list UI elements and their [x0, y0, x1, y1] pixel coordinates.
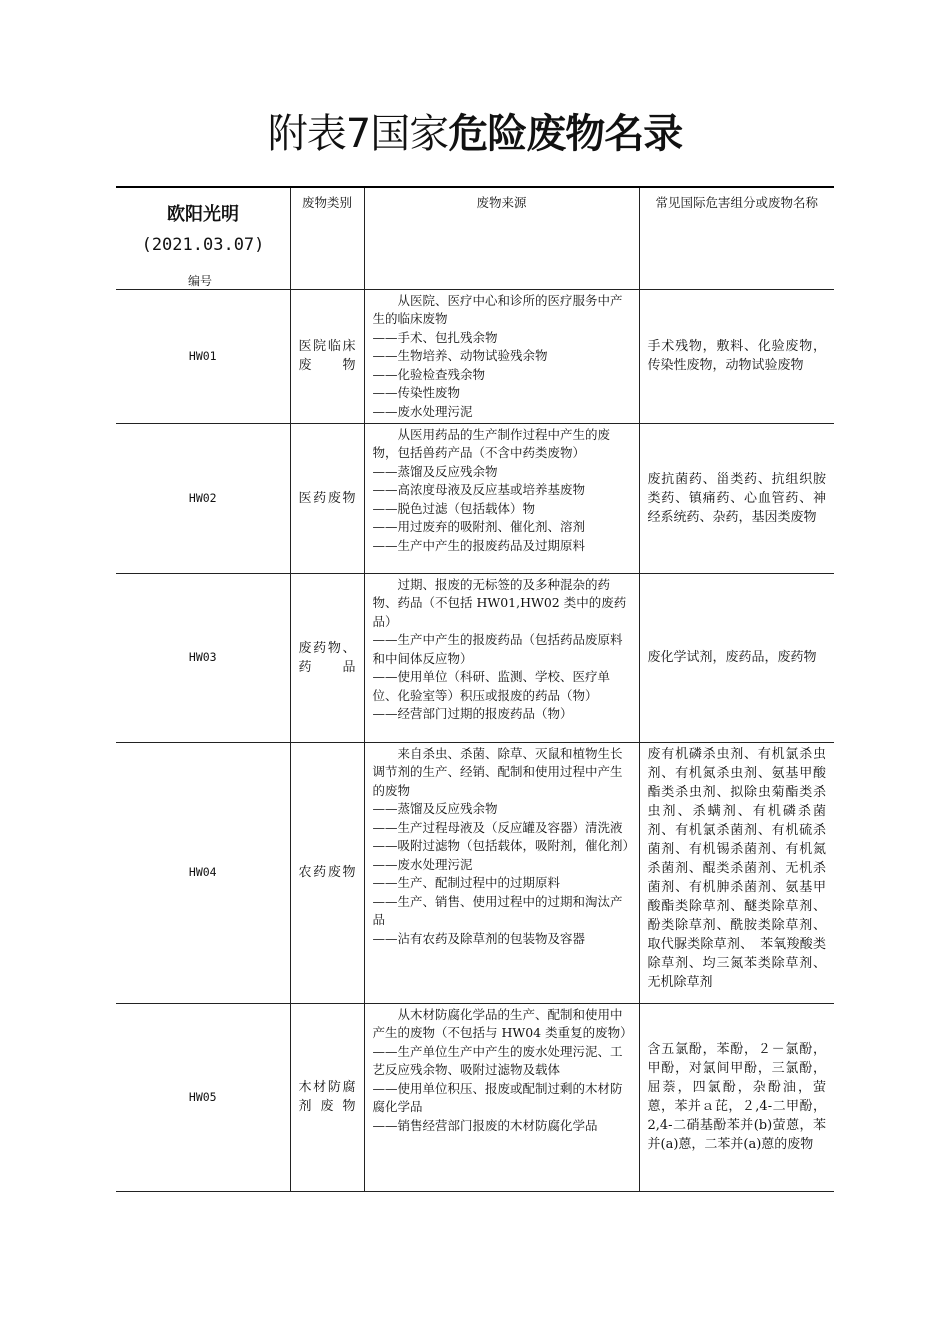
waste-category: 废药物、药品	[290, 573, 364, 742]
title-part-2: 危险废物名录	[448, 111, 683, 157]
waste-source	[364, 573, 639, 742]
source-line: 从木材防腐化学品的生产、配制和使用中产生的废物（不包括与 HW04 类重复的废物）	[372, 1006, 633, 1040]
waste-names: 含五氯酚，苯酚，２－氯酚，甲酚，对氯间甲酚，三氯酚，屈萘，四氯酚，杂酚油，萤蒽，苯并ａ芘，２,4-二甲酚，2,4-二硝基酚苯并(b)萤蒽，苯并(a)蒽，二苯并(a)蒽的废物	[639, 1003, 834, 1191]
waste-source	[364, 423, 639, 573]
title-part-1: 附表7国家	[267, 111, 449, 157]
waste-category: 医院临床废物	[290, 289, 364, 423]
source-line: ——蒸馏及反应残余物	[372, 801, 498, 816]
source-line: ——使用单位（科研、监测、学校、医疗单位、化验室等）积压或报废的药品（物）	[372, 669, 611, 703]
source-line: ——生物培养、动物试验残余物	[372, 348, 548, 363]
table-row	[116, 423, 834, 573]
source-line: ——废水处理污泥	[372, 403, 473, 419]
waste-source	[364, 289, 639, 423]
page-title	[0, 108, 950, 160]
waste-names: 废抗菌药、甾类药、抗组织胺类药、镇痛药、心血管药、神经系统药、杂药，基因类废物	[639, 423, 834, 573]
source-line: ——生产、销售、使用过程中的过期和淘汰产品	[372, 893, 623, 927]
waste-code: HW04	[116, 742, 290, 1003]
header-names: 常见国际危害组分或废物名称	[639, 187, 834, 289]
source-line: ——吸附过滤物（包括载体，吸附剂，催化剂）	[372, 838, 636, 853]
author-name: 欧阳光明	[167, 204, 239, 225]
source-line: 来自杀虫、杀菌、除草、灭鼠和植物生长调节剂的生产、经销、配制和使用过程中产生的废物	[372, 745, 623, 798]
table-row	[116, 1003, 834, 1191]
source-line: ——销售经营部门报废的木材防腐化学品	[372, 1117, 598, 1133]
source-line: ——生产中产生的报废药品（包括药品废原料和中间体反应物）	[372, 632, 623, 666]
source-line: ——脱色过滤（包括载体）物	[372, 500, 536, 516]
source-line: ——化验检查残余物	[372, 366, 486, 382]
waste-names: 手术残物，敷料、化验废物，传染性废物，动物试验废物	[639, 289, 834, 423]
header-category: 废物类别	[290, 187, 364, 289]
source-line: 从医用药品的生产制作过程中产生的废物，包括兽药产品（不含中药类废物）	[372, 426, 611, 460]
source-line: 从医院、医疗中心和诊所的医疗服务中产生的临床废物	[372, 292, 623, 326]
hazardous-waste-table	[116, 186, 834, 1192]
waste-source	[364, 1003, 639, 1191]
source-line: ——经营部门过期的报废药品（物）	[372, 706, 573, 721]
source-line: ——生产、配制过程中的过期原料	[372, 875, 561, 890]
waste-names: 废有机磷杀虫剂、有机氯杀虫剂、有机氮杀虫剂、氨基甲酸酯类杀虫剂、拟除虫菊酯类杀虫剂、杀螨剂、有机磷杀菌剂、有机氯杀菌剂、有机硫杀菌剂、有机锡杀菌剂、有机氮杀菌剂、醌类杀菌剂、无机杀菌剂、有机胂杀菌剂、氨基甲酸酯类除草剂、醚类除草剂、酚类除草剂、酰胺类除草剂、取代脲类除草剂、 苯氧羧酸类除草剂、均三氮苯类除草剂、无机除草剂	[639, 742, 834, 1003]
waste-code: HW03	[116, 573, 290, 742]
source-line: ——沾有农药及除草剂的包装物及容器	[372, 930, 586, 946]
waste-code: HW02	[116, 423, 290, 573]
source-line: ——生产中产生的报废药品及过期原料	[372, 537, 586, 553]
header-source: 废物来源	[364, 187, 639, 289]
waste-names: 废化学试剂，废药品，废药物	[639, 573, 834, 742]
table-row	[116, 742, 834, 1003]
source-line: ——使用单位积压、报废或配制过剩的木材防腐化学品	[372, 1080, 623, 1114]
waste-category: 木材防腐剂废物	[290, 1003, 364, 1191]
waste-code: HW05	[116, 1003, 290, 1191]
header-code-cell	[116, 187, 290, 289]
waste-category: 农药废物	[290, 742, 364, 1003]
waste-source	[364, 742, 639, 1003]
source-line: ——手术、包扎残余物	[372, 329, 498, 345]
waste-code: HW01	[116, 289, 290, 423]
source-line: ——生产单位生产中产生的废水处理污泥、工艺反应残余物、吸附过滤物及载体	[372, 1043, 623, 1077]
table-header-row	[116, 187, 834, 289]
source-line: ——蒸馏及反应残余物	[372, 463, 498, 479]
table-row	[116, 573, 834, 742]
source-line: ——用过废弃的吸附剂、催化剂、溶剂	[372, 519, 586, 534]
document-date: (2021.03.07)	[141, 235, 265, 255]
source-line: ——生产过程母液及（反应罐及容器）清洗液	[372, 819, 623, 835]
header-code: 编号	[188, 274, 213, 288]
source-line: ——废水处理污泥	[372, 856, 473, 872]
table-row	[116, 289, 834, 423]
waste-category: 医药废物	[290, 423, 364, 573]
source-line: ——传染性废物	[372, 385, 461, 400]
source-line: 过期、报废的无标签的及多种混杂的药物、药品（不包括 HW01,HW02 类中的废药品）	[372, 576, 627, 629]
source-line: ——高浓度母液及反应基或培养基废物	[372, 482, 586, 497]
